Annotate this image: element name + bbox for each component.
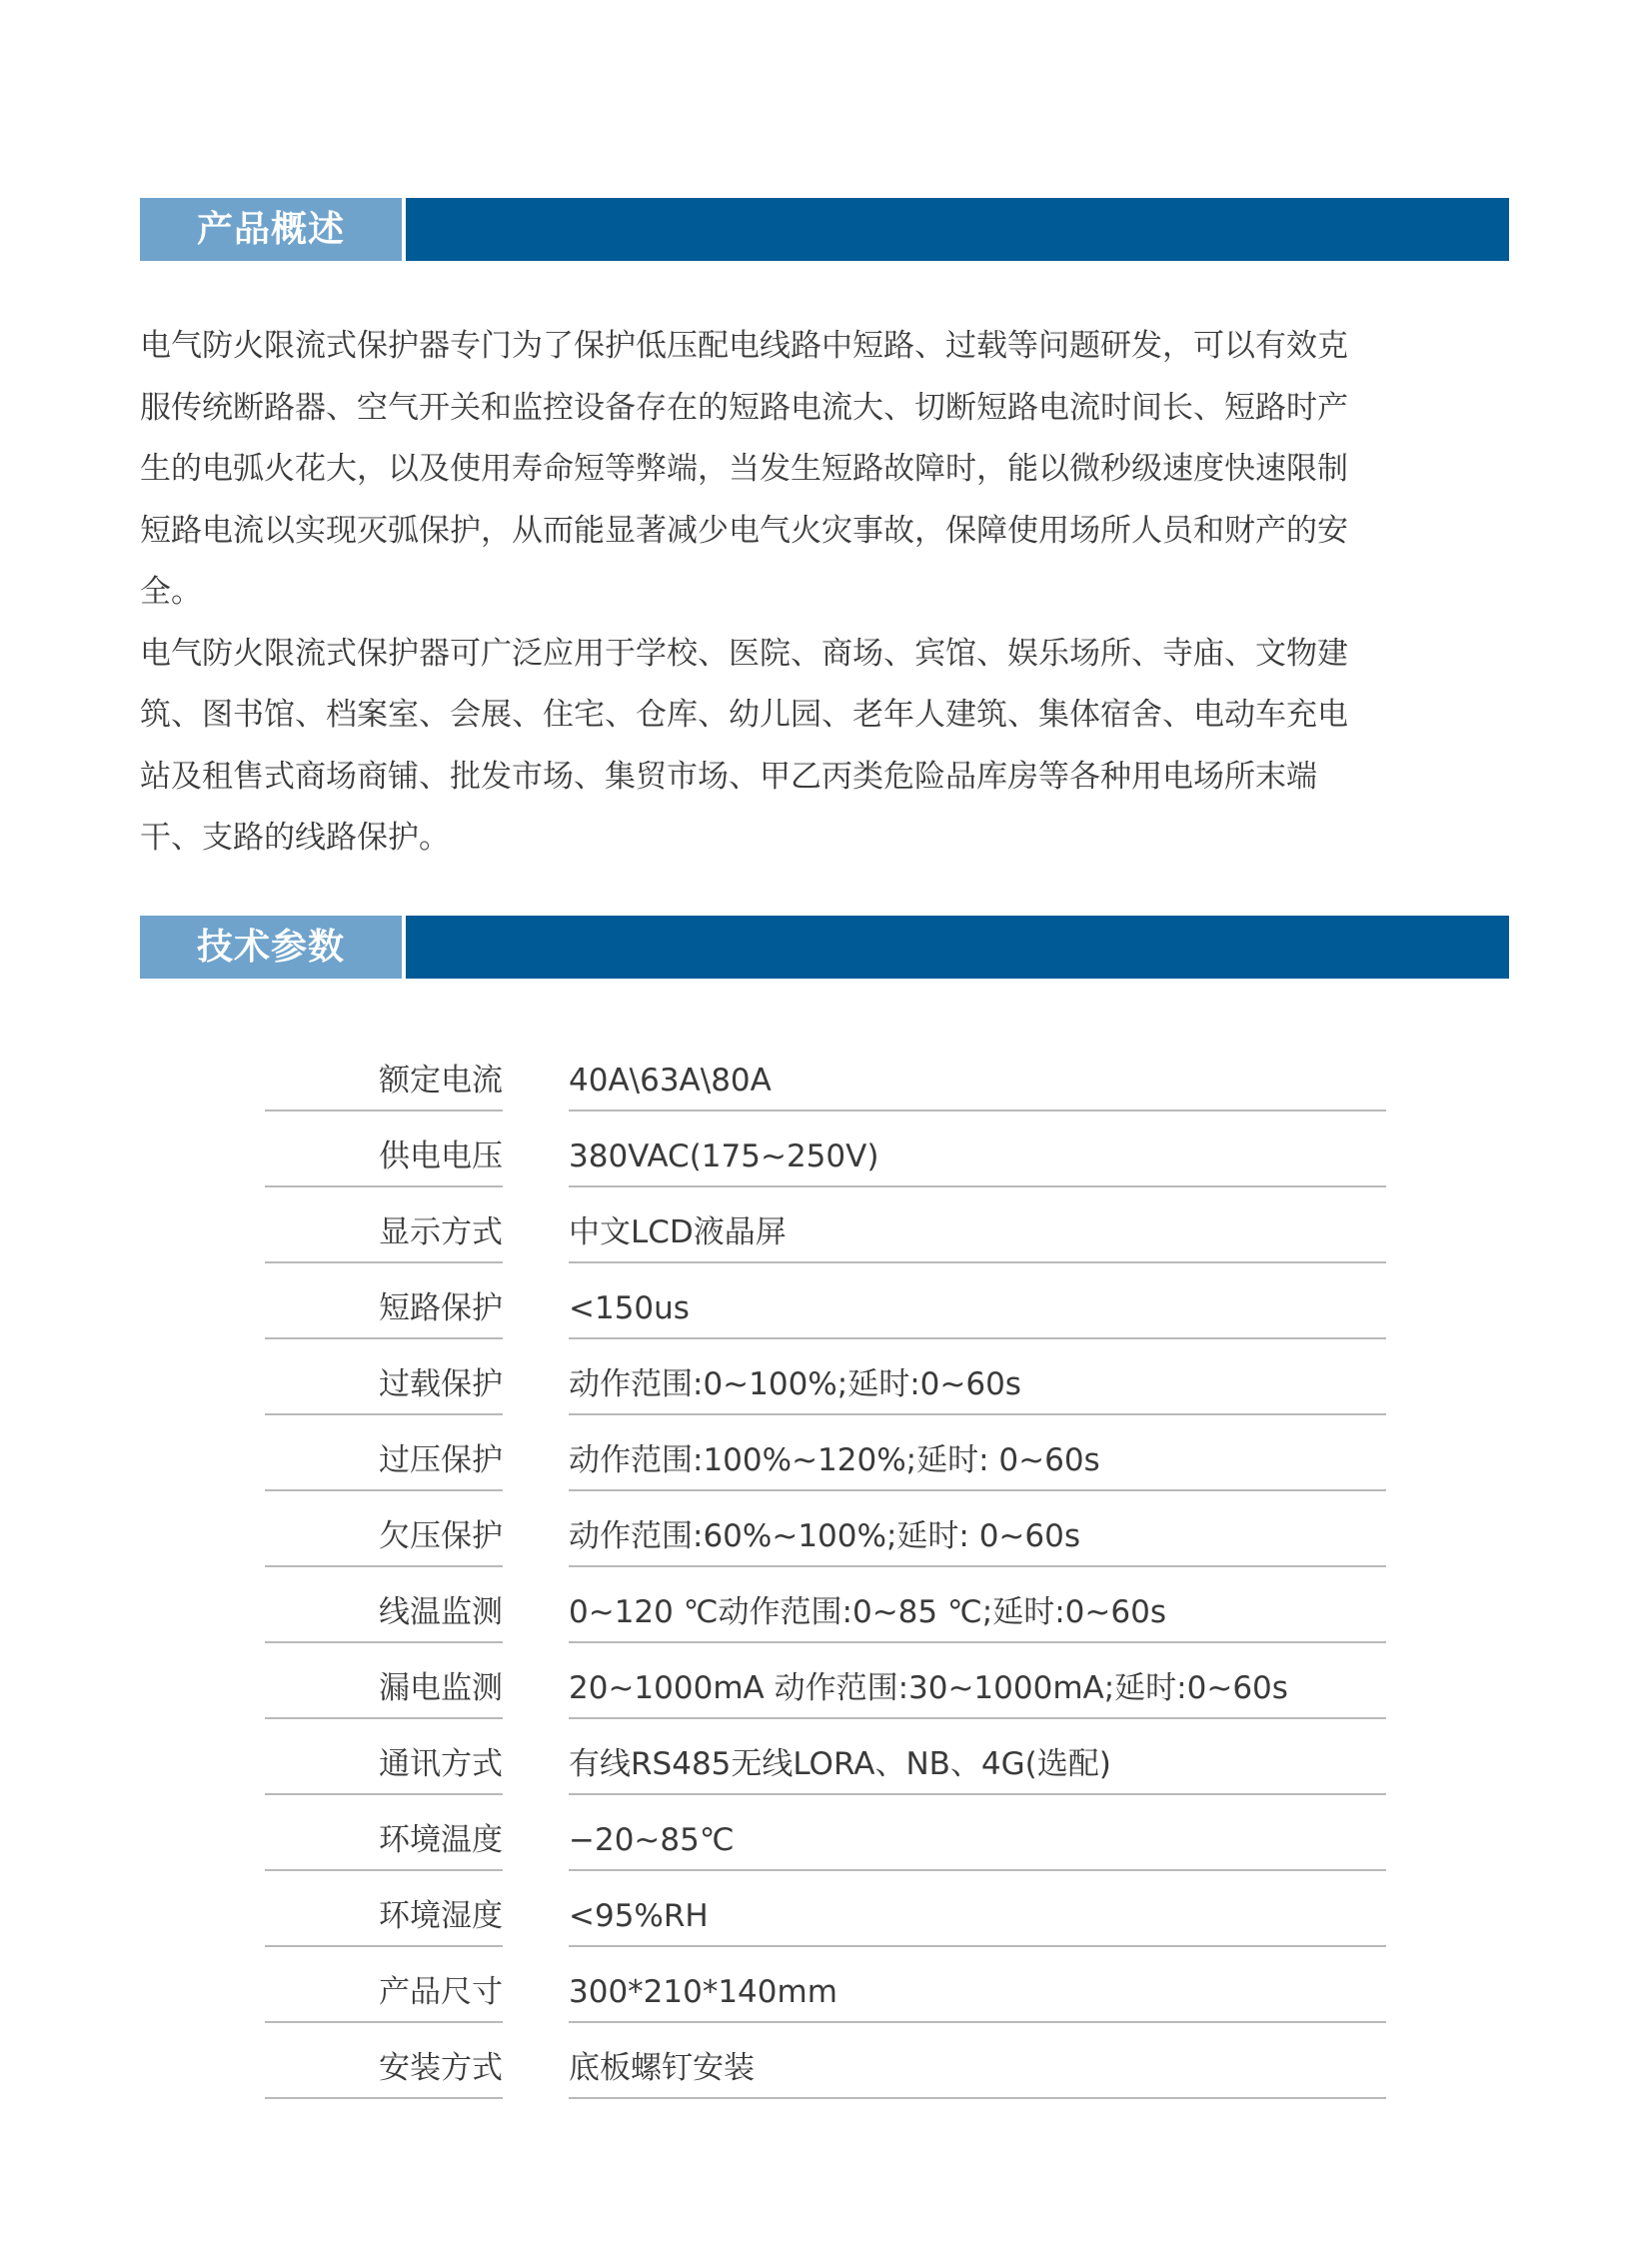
row-rule <box>569 2021 1386 2023</box>
spec-row <box>265 1735 1386 1811</box>
row-rule <box>569 1337 1386 1339</box>
overview-line: 服传统断路器、空气开关和监控设备存在的短路电流大、切断短路电流时间长、短路时产 <box>140 389 1348 426</box>
row-rule <box>265 1185 503 1187</box>
section-header-overview <box>140 198 1509 261</box>
spec-label: 线温监测 <box>379 1594 503 1630</box>
row-rule <box>265 1945 503 1947</box>
spec-value: 动作范围:100%~120%;延时: 0~60s <box>569 1442 1100 1478</box>
spec-value: 有线RS485无线LORA、NB、4G(选配) <box>569 1746 1111 1782</box>
spec-label: 短路保护 <box>379 1290 503 1326</box>
row-rule <box>569 1110 1386 1112</box>
overview-line: 短路电流以实现灭弧保护，从而能显著减少电气火灾事故，保障使用场所人员和财产的安 <box>140 512 1348 549</box>
spec-label: 通讯方式 <box>379 1746 503 1782</box>
spec-row <box>265 1355 1386 1431</box>
spec-value: −20~85℃ <box>569 1822 735 1858</box>
spec-label: 产品尺寸 <box>379 1974 503 2010</box>
overview-line: 站及租售式商场商铺、批发市场、集贸市场、甲乙丙类危险品库房等各种用电场所末端 <box>140 758 1317 795</box>
row-rule <box>569 1413 1386 1415</box>
row-rule <box>265 2021 503 2023</box>
row-rule <box>569 1489 1386 1491</box>
spec-table <box>265 1052 1386 2115</box>
spec-value: <95%RH <box>569 1898 709 1934</box>
section-title-specs: 技术参数 <box>140 916 402 979</box>
row-rule <box>265 1337 503 1339</box>
spec-value: <150us <box>569 1290 690 1326</box>
spec-label: 漏电监测 <box>379 1670 503 1706</box>
spec-label: 供电电压 <box>379 1138 503 1174</box>
row-rule <box>265 1717 503 1719</box>
row-rule <box>265 1261 503 1263</box>
spec-row <box>265 1127 1386 1203</box>
spec-value: 300*210*140mm <box>569 1974 837 2010</box>
overview-line: 干、支路的线路保护。 <box>140 820 450 856</box>
row-rule <box>569 1717 1386 1719</box>
spec-value: 底板螺钉安装 <box>569 2050 755 2086</box>
spec-row <box>265 1659 1386 1735</box>
spec-value: 动作范围:60%~100%;延时: 0~60s <box>569 1518 1080 1554</box>
spec-row <box>265 1507 1386 1583</box>
row-rule <box>265 1641 503 1643</box>
spec-row <box>265 1583 1386 1659</box>
spec-label: 安装方式 <box>379 2050 503 2086</box>
row-rule <box>265 1110 503 1112</box>
spec-label: 显示方式 <box>379 1214 503 1250</box>
spec-value: 40A\63A\80A <box>569 1063 772 1099</box>
overview-line: 全。 <box>140 574 202 610</box>
spec-row <box>265 1203 1386 1279</box>
spec-value: 380VAC(175~250V) <box>569 1138 879 1174</box>
spec-row <box>265 2039 1386 2115</box>
spec-value: 中文LCD液晶屏 <box>569 1214 787 1250</box>
row-rule <box>569 1793 1386 1795</box>
header-bar <box>406 916 1509 979</box>
spec-row <box>265 1431 1386 1507</box>
row-rule <box>569 1565 1386 1567</box>
row-rule <box>265 1565 503 1567</box>
row-rule <box>265 2097 503 2099</box>
row-rule <box>569 1869 1386 1871</box>
spec-label: 额定电流 <box>379 1063 503 1099</box>
row-rule <box>569 1945 1386 1947</box>
section-header-specs <box>140 916 1509 979</box>
row-rule <box>265 1413 503 1415</box>
overview-line: 生的电弧火花大，以及使用寿命短等弊端，当发生短路故障时，能以微秒级速度快速限制 <box>140 451 1348 487</box>
spec-label: 欠压保护 <box>379 1518 503 1554</box>
row-rule <box>265 1869 503 1871</box>
row-rule <box>569 1641 1386 1643</box>
spec-row <box>265 1963 1386 2039</box>
spec-value: 0~120 ℃动作范围:0~85 ℃;延时:0~60s <box>569 1594 1166 1630</box>
spec-label: 过压保护 <box>379 1442 503 1478</box>
row-rule <box>265 1489 503 1491</box>
section-title-overview: 产品概述 <box>140 198 402 261</box>
spec-row <box>265 1052 1386 1127</box>
row-rule <box>569 1261 1386 1263</box>
spec-value: 动作范围:0~100%;延时:0~60s <box>569 1366 1021 1402</box>
header-bar <box>406 198 1509 261</box>
spec-label: 环境湿度 <box>379 1898 503 1934</box>
overview-line: 电气防火限流式保护器可广泛应用于学校、医院、商场、宾馆、娱乐场所、寺庙、文物建 <box>140 635 1348 672</box>
spec-row <box>265 1811 1386 1887</box>
row-rule <box>265 1793 503 1795</box>
overview-line: 电气防火限流式保护器专门为了保护低压配电线路中短路、过载等问题研发，可以有效克 <box>140 328 1348 364</box>
spec-row <box>265 1887 1386 1963</box>
row-rule <box>569 2097 1386 2099</box>
row-rule <box>569 1185 1386 1187</box>
overview-text <box>140 316 1449 870</box>
overview-line: 筑、图书馆、档案室、会展、住宅、仓库、幼儿园、老年人建筑、集体宿舍、电动车充电 <box>140 697 1348 733</box>
spec-row <box>265 1279 1386 1355</box>
spec-value: 20~1000mA 动作范围:30~1000mA;延时:0~60s <box>569 1670 1288 1706</box>
spec-label: 环境温度 <box>379 1822 503 1858</box>
spec-label: 过载保护 <box>379 1366 503 1402</box>
